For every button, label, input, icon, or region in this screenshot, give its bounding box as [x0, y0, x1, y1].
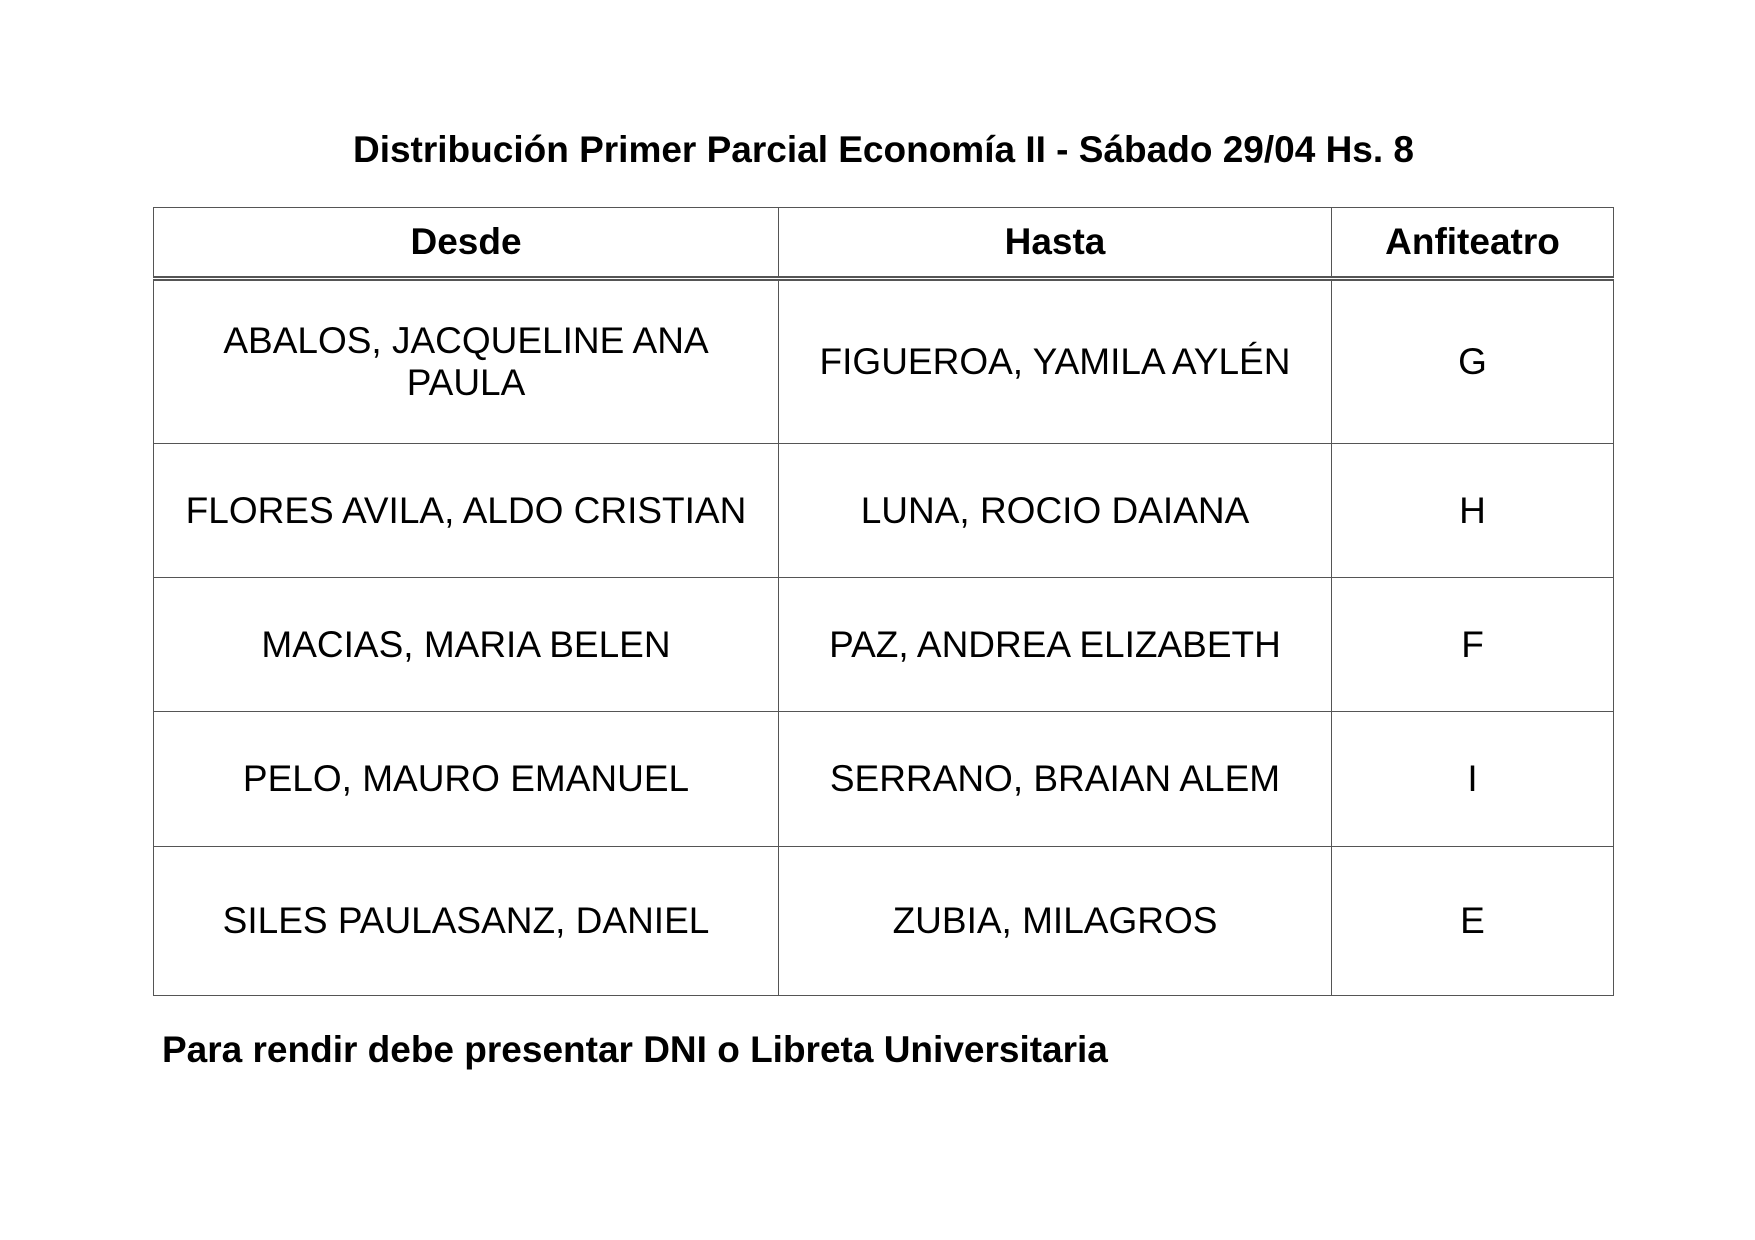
table-row	[154, 847, 1614, 996]
table-row	[154, 712, 1614, 847]
cell-anfiteatro: F	[1332, 578, 1614, 712]
cell-desde: FLORES AVILA, ALDO CRISTIAN	[154, 444, 779, 578]
cell-anfiteatro: I	[1332, 712, 1614, 847]
cell-desde: MACIAS, MARIA BELEN	[154, 578, 779, 712]
cell-hasta: FIGUEROA, YAMILA AYLÉN	[779, 279, 1332, 444]
table-row	[154, 578, 1614, 712]
table-header-row	[154, 208, 1614, 279]
cell-desde: SILES PAULASANZ, DANIEL	[154, 847, 779, 996]
distribution-table	[153, 207, 1614, 996]
page-title: Distribución Primer Parcial Economía II - Sábado 29/04 Hs. 8	[352, 129, 1415, 170]
header-anfiteatro: Anfiteatro	[1332, 208, 1614, 279]
table-row	[154, 279, 1614, 444]
footer-note: Para rendir debe presentar DNI o Libreta Universitaria	[162, 1029, 1108, 1070]
header-hasta: Hasta	[779, 208, 1332, 279]
cell-desde: PELO, MAURO EMANUEL	[154, 712, 779, 847]
cell-hasta: ZUBIA, MILAGROS	[779, 847, 1332, 996]
cell-anfiteatro: H	[1332, 444, 1614, 578]
cell-hasta: SERRANO, BRAIAN ALEM	[779, 712, 1332, 847]
cell-desde: ABALOS, JACQUELINE ANA PAULA	[154, 279, 779, 444]
header-desde: Desde	[154, 208, 779, 279]
cell-hasta: LUNA, ROCIO DAIANA	[779, 444, 1332, 578]
cell-hasta: PAZ, ANDREA ELIZABETH	[779, 578, 1332, 712]
cell-anfiteatro: G	[1332, 279, 1614, 444]
table-row	[154, 444, 1614, 578]
cell-anfiteatro: E	[1332, 847, 1614, 996]
